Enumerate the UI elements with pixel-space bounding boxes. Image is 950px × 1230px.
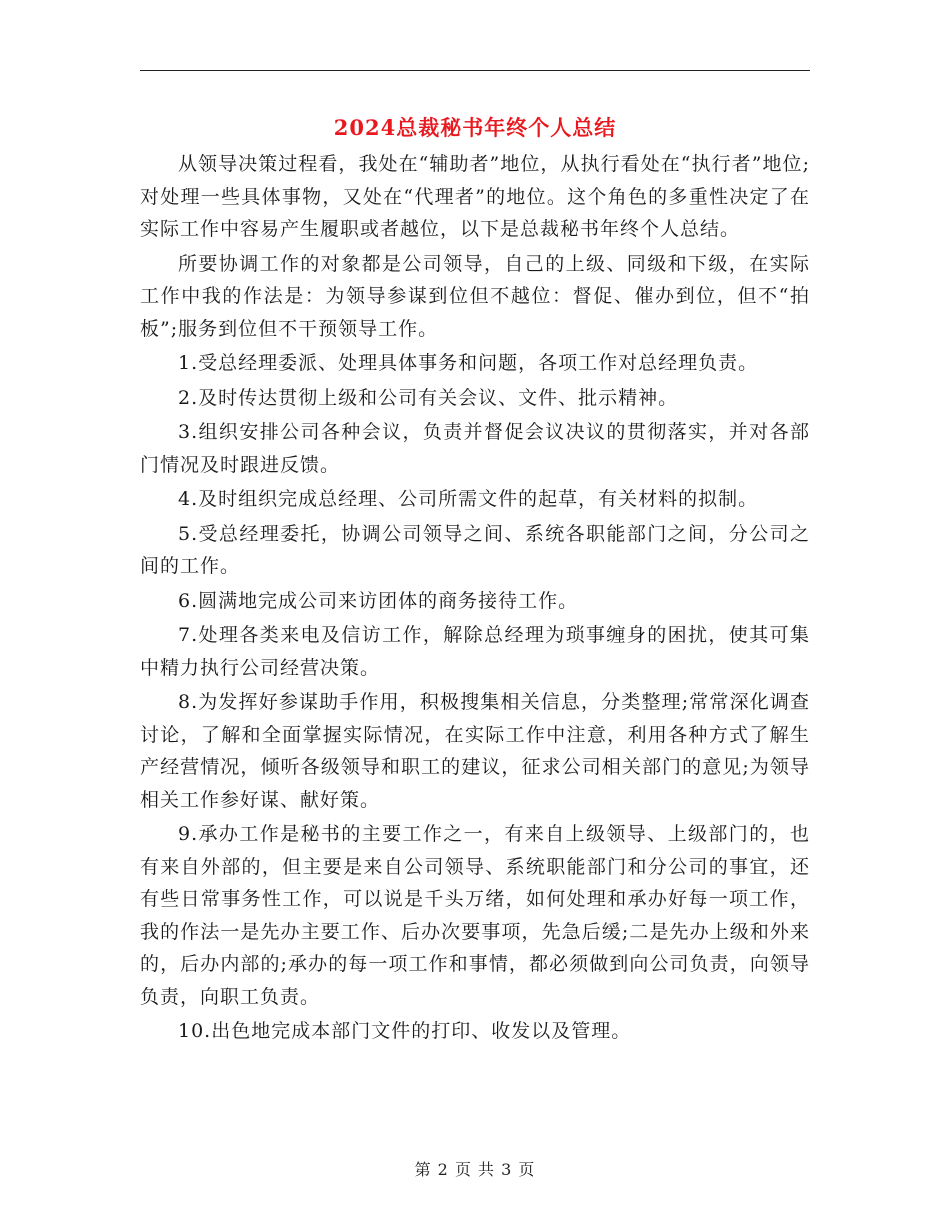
list-item-7: 7.处理各类来电及信访工作，解除总经理为琐事缠身的困扰，使其可集中精力执行公司经营决策。: [140, 624, 810, 679]
page-footer: 第 2 页 共 3 页: [414, 1160, 536, 1179]
paragraph-intro: 从领导决策过程看，我处在“辅助者”地位，从执行看处在“执行者”地位;对处理一些具体事物，又处在“代理者”的地位。这个角色的多重性决定了在实际工作中容易产生履职或者越位，以下是总裁秘书年终个人总结。: [140, 153, 810, 240]
list-item-3: 3.组织安排公司各种会议，负责并督促会议决议的贯彻落实，并对各部门情况及时跟进反馈。: [140, 421, 810, 476]
paragraph-coordination: 所要协调工作的对象都是公司领导，自己的上级、同级和下级，在实际工作中我的作法是：为领导参谋到位但不越位：督促、催办到位，但不“拍板”;服务到位但不干预领导工作。: [140, 252, 810, 340]
list-item-5: 5.受总经理委托，协调公司领导之间、系统各职能部门之间，分公司之间的工作。: [140, 522, 810, 577]
list-item-2: 2.及时传达贯彻上级和公司有关会议、文件、批示精神。: [178, 386, 679, 409]
document-title: 2024总裁秘书年终个人总结: [333, 115, 617, 140]
list-item-8: 8.为发挥好参谋助手作用，积极搜集相关信息，分类整理;常常深化调查讨论，了解和全面掌握实际情况，在实际工作中注意，利用各种方式了解生产经营情况，倾听各级领导和职工的建议，征求公司相关部门的意见;为领导相关工作参好谋、献好策。: [140, 691, 810, 811]
list-item-10: 10.出色地完成本部门文件的打印、收发以及管理。: [178, 1020, 632, 1042]
document-body: [140, 148, 810, 1050]
list-item-6: 6.圆满地完成公司来访团体的商务接待工作。: [178, 589, 579, 612]
list-item-9: 9.承办工作是秘书的主要工作之一，有来自上级领导、上级部门的，也有来自外部的，但主要是来自公司领导、系统职能部门和分公司的事宜，还有些日常事务性工作，可以说是千头万绪，如何处理和承办好每一项工作，我的作法一是先办主要工作、后办次要事项，先急后缓;二是先办上级和外来的，后办内部的;承办的每一项工作和事情，都必须做到向公司负责，向领导负责，向职工负责。: [140, 823, 810, 1008]
list-item-4: 4.及时组织完成总经理、公司所需文件的起草，有关材料的拟制。: [178, 488, 759, 510]
header-rule: [140, 70, 810, 71]
list-item-1: 1.受总经理委派、处理具体事务和问题，各项工作对总经理负责。: [178, 352, 759, 374]
